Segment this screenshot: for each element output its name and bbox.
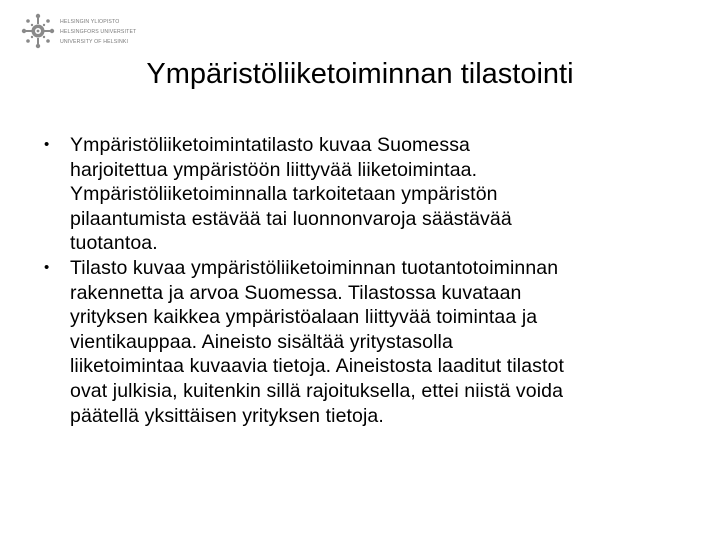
bullet-text-line: harjoitettua ympäristöön liittyvää liiketoimintaa. — [70, 158, 478, 181]
bullet-list — [44, 133, 694, 428]
bullet-text-line: Tilasto kuvaa ympäristöliiketoiminnan tuotantotoiminnan — [70, 256, 559, 279]
bullet-text-line: Ympäristöliiketoiminnalla tarkoitetaan ympäristön — [70, 183, 498, 206]
university-logo — [20, 12, 137, 54]
university-seal-icon — [20, 12, 56, 50]
slide-title: Ympäristöliiketoiminnan tilastointi — [146, 58, 574, 90]
bullet-item-statistics-content — [44, 256, 694, 428]
bullet-text-line: rakennetta ja arvoa Suomessa. Tilastossa kuvataan — [70, 281, 522, 304]
bullet-text-line: pilaantumista estävää tai luonnonvaroja säästävää — [70, 207, 512, 230]
bullet-marker: • — [44, 136, 50, 153]
university-name-fi: HELSINGIN YLIOPISTO — [60, 19, 120, 25]
bullet-marker: • — [44, 258, 50, 276]
bullet-text-line: yrityksen kaikkea ympäristöalaan liittyvää toimintaa ja — [70, 306, 538, 329]
bullet-text-line: vientikauppaa. Aineisto sisältää yritystasolla — [70, 330, 453, 353]
bullet-text-line: päätellä yksittäisen yrityksen tietoja. — [70, 404, 384, 427]
university-name — [60, 17, 136, 47]
bullet-text-line: tuotantoa. — [70, 232, 158, 255]
university-name-sv: HELSINGFORS UNIVERSITET — [60, 29, 137, 35]
bullet-text-line: Ympäristöliiketoimintatilasto kuvaa Suomessa — [70, 134, 470, 156]
bullet-text-line: ovat julkisia, kuitenkin sillä rajoituksella, ettei niistä voida — [70, 379, 564, 402]
bullet-text-line: liiketoimintaa kuvaavia tietoja. Aineistosta laaditut tilastot — [70, 355, 564, 378]
bullet-item-statistics-description — [44, 133, 694, 256]
university-name-en: UNIVERSITY OF HELSINKI — [60, 39, 129, 45]
